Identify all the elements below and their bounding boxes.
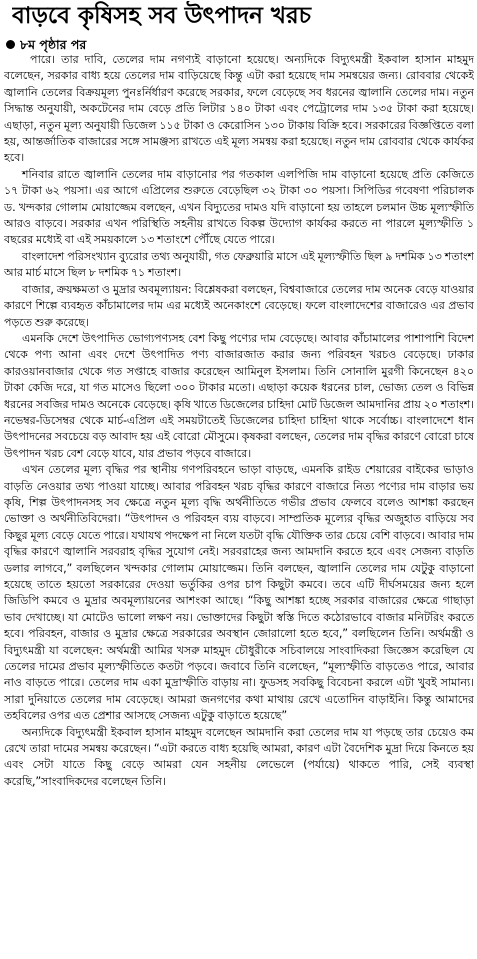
continuation-line <box>6 37 86 53</box>
bullet-icon <box>6 40 15 49</box>
paragraph: শনিবার রাতে জ্বালানি তেলের দাম বাড়ানোর পর গতকাল এলপিজি দাম বাড়ানো হয়েছে প্রতি কেজিতে ১৭ টাকা ৬২ পয়সা। এর আগে এপ্রিলের শুরুতে বেড়েছিল ৩২ টাকা ৩০ পয়সা। সিপিডির গবেষণা পরিচালক ড. খন্দকার গোলাম মোয়াজ্জেম বলছেন, এখন বিদ্যুতের দামও যদি বাড়ানো হয় তাহলে চলমান উচ্চ মূল্যস্ফীতি আরও বাড়বে। সরকার এখন পরিস্থিতি সহনীয় রাখতে বিকল্প উদ্যোগ কার্যকর করতে না পারলে মূল্যস্ফীতি ১ বছরের মধ্যেই বা এই সময়কালে ১৩ শতাংশে পৌঁছে যেতে পারে। <box>4 167 474 247</box>
article-body <box>4 52 474 957</box>
paragraph: এখন তেলের মূল্য বৃদ্ধির পর স্থানীয় গণপরিবহনে ভাড়া বাড়ছে, এমনকি রাইড শেয়ারের বাইকের ভাড়াও বাড়তি নেওয়ার তথ্য পাওয়া যাচ্ছে। আবার পরিবহন খরচ বৃদ্ধির কারণে বাজারে নিত্য পণ্যের দাম বাড়ার ভয় কৃষি, শিল্প উৎপাদনসহ সব ক্ষেত্রে নতুন মূল্য বৃদ্ধি অর্থনীতিতে গভীর প্রভাব ফেলবে বলেও আশঙ্কা করছেন ভোক্তা ও অর্থনীতিবিদেরা। “উৎপাদন ও পরিবহন ব্যয় বাড়বে। সাম্প্রতিক মূল্যের বৃদ্ধির অজুহাত বাড়িয়ে সব কিছুর মূল্য বেড়ে যেতে পারে। যথাযথ পদক্ষেপ না নিলে যতটা বৃদ্ধি যৌক্তিক তার চেয়ে বেশি বাড়বে। আবার দাম বৃদ্ধির কারণে জ্বালানি সরবরাহ বৃদ্ধির সুযোগ নেই। সরবরাহের জন্য আমদানি করতে হবে এবং সেজন্য বাড়তি ডলার লাগবে,” বলছিলেন খন্দকার গোলাম মোয়াজ্জেম। তিনি বলছেন, জ্বালানি তেলের দাম যেটুকু বাড়ানো হয়েছে তাতে হয়তো সরকারের দেওয়া ভর্তুকির ওপর চাপ কিছুটা কমবে। তবে এটি দীর্ঘসময়ের জন্য হলে জিডিপি কমবে ও মুদ্রার অবমূল্যায়নের আশংকা আছে। “কিছু আশঙ্কা হচ্ছে সরকার বাজারের ক্ষেত্রে গাছাড়া ভাব দেখাচ্ছে। যা মোটেও ভালো লক্ষণ নয়। ভোক্তাদের কিছুটা স্বস্তি দিতে কঠোরভাবে বাজার মনিটরিং করতে হবে। পরিবহন, বাজার ও মুদ্রার ক্ষেত্রে সরকারের অবস্থান জোরালো হতে হবে,” বলছিলেন তিনি। অর্থমন্ত্রী ও বিদ্যুৎমন্ত্রী যা বলেছেন: অর্থমন্ত্রী আমির খসরু মাহমুদ চৌধুরীকে সচিবালয়ে সাংবাদিকরা জিজ্ঞেস করেছিল যে তেলের দামের প্রভাব মূল্যস্ফীতিতে কতটা পড়বে। জবাবে তিনি বলেছেন, “মূল্যস্ফীতি বাড়তেও পারে, আবার নাও বাড়তে পারে। তেলের দাম একা মুদ্রাস্ফীতি বাড়ায় না। ফুডসহ সবকিছু বিবেচনা করলে এটা খুবই সামান্য। সারা দুনিয়াতে তেলের দাম বেড়েছে। আমরা জনগণের কথা মাথায় রেখে এতোদিন বাড়াইনি। কিন্তু আমাদের তহবিলের ওপর এত প্রেশার আসছে সেজন্য এটুকু বাড়াতে হয়েছে” <box>4 463 474 723</box>
paragraph: বাজার, ক্রয়ক্ষমতা ও মুদ্রার অবমূল্যায়ন: বিশ্লেষকরা বলছেন, বিশ্ববাজারে তেলের দাম অনেক বেড়ে যাওয়ার কারণে শিল্পে ব্যবহৃত কাঁচামালের দাম এর মধ্যেই অনেকাংশে বেড়েছে। ফলে বাংলাদেশের বাজারেও এর প্রভাব পড়তে শুরু করেছে। <box>4 282 474 329</box>
paragraph: বাংলাদেশ পরিসংখ্যান ব্যুরোর তথ্য অনুযায়ী, গত ফেব্রুয়ারি মাসে এই মূল্যস্ফীতি ছিল ৯ দশমিক ১৩ শতাংশ আর মার্চ মাসে ছিল ৮ দশমিক ৭১ শতাংশ। <box>4 249 474 280</box>
headline: বাড়বে কৃষিসহ সব উৎপাদন খরচ <box>12 3 312 29</box>
paragraph: পারে। তার দাবি, তেলের দাম নগণ্যই বাড়ানো হয়েছে। অন্যদিকে বিদ্যুৎমন্ত্রী ইকবাল হাসান মাহমুদ বলেছেন, সরকার বাধ্য হয়ে তেলের দাম বাড়িয়েছে কিন্তু এটা করা হয়েছে দাম সমন্বয়ের জন্য। রোববার থেকেই জ্বালানি তেলের বিক্রয়মূল্য পুনঃর্নির্ধারণ করেছে সরকার, ফলে বেড়েছে সব ধরনের জ্বালানি তেলের দাম। নতুন সিদ্ধান্ত অনুযায়ী, অকটেনের দাম বেড়ে প্রতি লিটার ১৪০ টাকা এবং পেট্রোলের দাম ১৩৫ টাকা করা হয়েছে। এছাড়া, নতুন মূল্য অনুযায়ী ডিজেল ১১৫ টাকা ও কেরোসিন ১৩০ টাকায় বিক্রি হবে। সরকারের বিজ্ঞপ্তিতে বলা হয়, আন্তর্জাতিক বাজারের সঙ্গে সামঞ্জস্য রাখতে এই মূল্য সমন্বয় করা হয়েছে। নতুন দাম রোববার থেকে কার্যকর হবে। <box>4 53 474 165</box>
paragraph: এমনকি দেশে উৎপাদিত ভোগ্যপণ্যসহ বেশ কিছু পণ্যের দাম বেড়েছে। আবার কাঁচামালের পাশাপাশি বিদেশ থেকে পণ্য আনা এবং দেশে উৎপাদিত পণ্য বাজারজাত করার জন্য পরিবহন খরচও বেড়েছে। ঢাকার কারওয়ানবাজার থেকে গত সপ্তাহে বাজার করেছেন আমিনুল ইসলাম। তিনি সোনালি মুরগী কিনেছেন ৪২০ টাকা কেজি দরে, যা গত মাসেও ছিলো ৩০০ টাকার মতো। এছাড়া কয়েক ধরনের চাল, ভোজ্য তেল ও বিভিন্ন ধরনের সবজির দামও অনেকে বেড়েছে। কৃষি খাতে ডিজেলের চাহিদা মোট ডিজেল আমদানির প্রায় ২০ শতাংশ। নভেম্বর-ডিসেম্বর থেকে মার্চ-এপ্রিল এই সময়টাতেই ডিজেলের চাহিদা চাহিদা থাকে সর্বোচ্চ। বাংলাদেশে ধান উৎপাদনের সবচেয়ে বড় আবাদ হয় এই বোরো মৌসুমে। কৃষকরা বলছেন, তেলের দাম বৃদ্ধির কারণে বোরো চাষে উৎপাদন খরচ বেশ বেড়ে যাবে, যার প্রভাব পড়বে বাজারে। <box>4 331 474 460</box>
continuation-label: ৮ম পৃষ্ঠার পর <box>20 37 87 52</box>
paragraph: অন্যদিকে বিদ্যুৎমন্ত্রী ইকবাল হাসান মাহমুদ বলেছেন আমদানি করা তেলের দাম যা পড়ছে তার চেয়েও কম রেখে তারা দামের সমন্বয় করেছেন। “এটা করতে বাধ্য হয়েছি আমরা, কারণ এটা বৈদেশিক মুদ্রা দিয়ে কিনতে হয় এবং সেটা যাতে কিছু বেড়ে আমরা যেন সহনীয় লেভেলে (পর্যায়ে) থাকতে পারি, সেই ব্যবস্থা করেছি,”সাংবাদিকদের বলেছেন তিনি। <box>4 725 474 788</box>
